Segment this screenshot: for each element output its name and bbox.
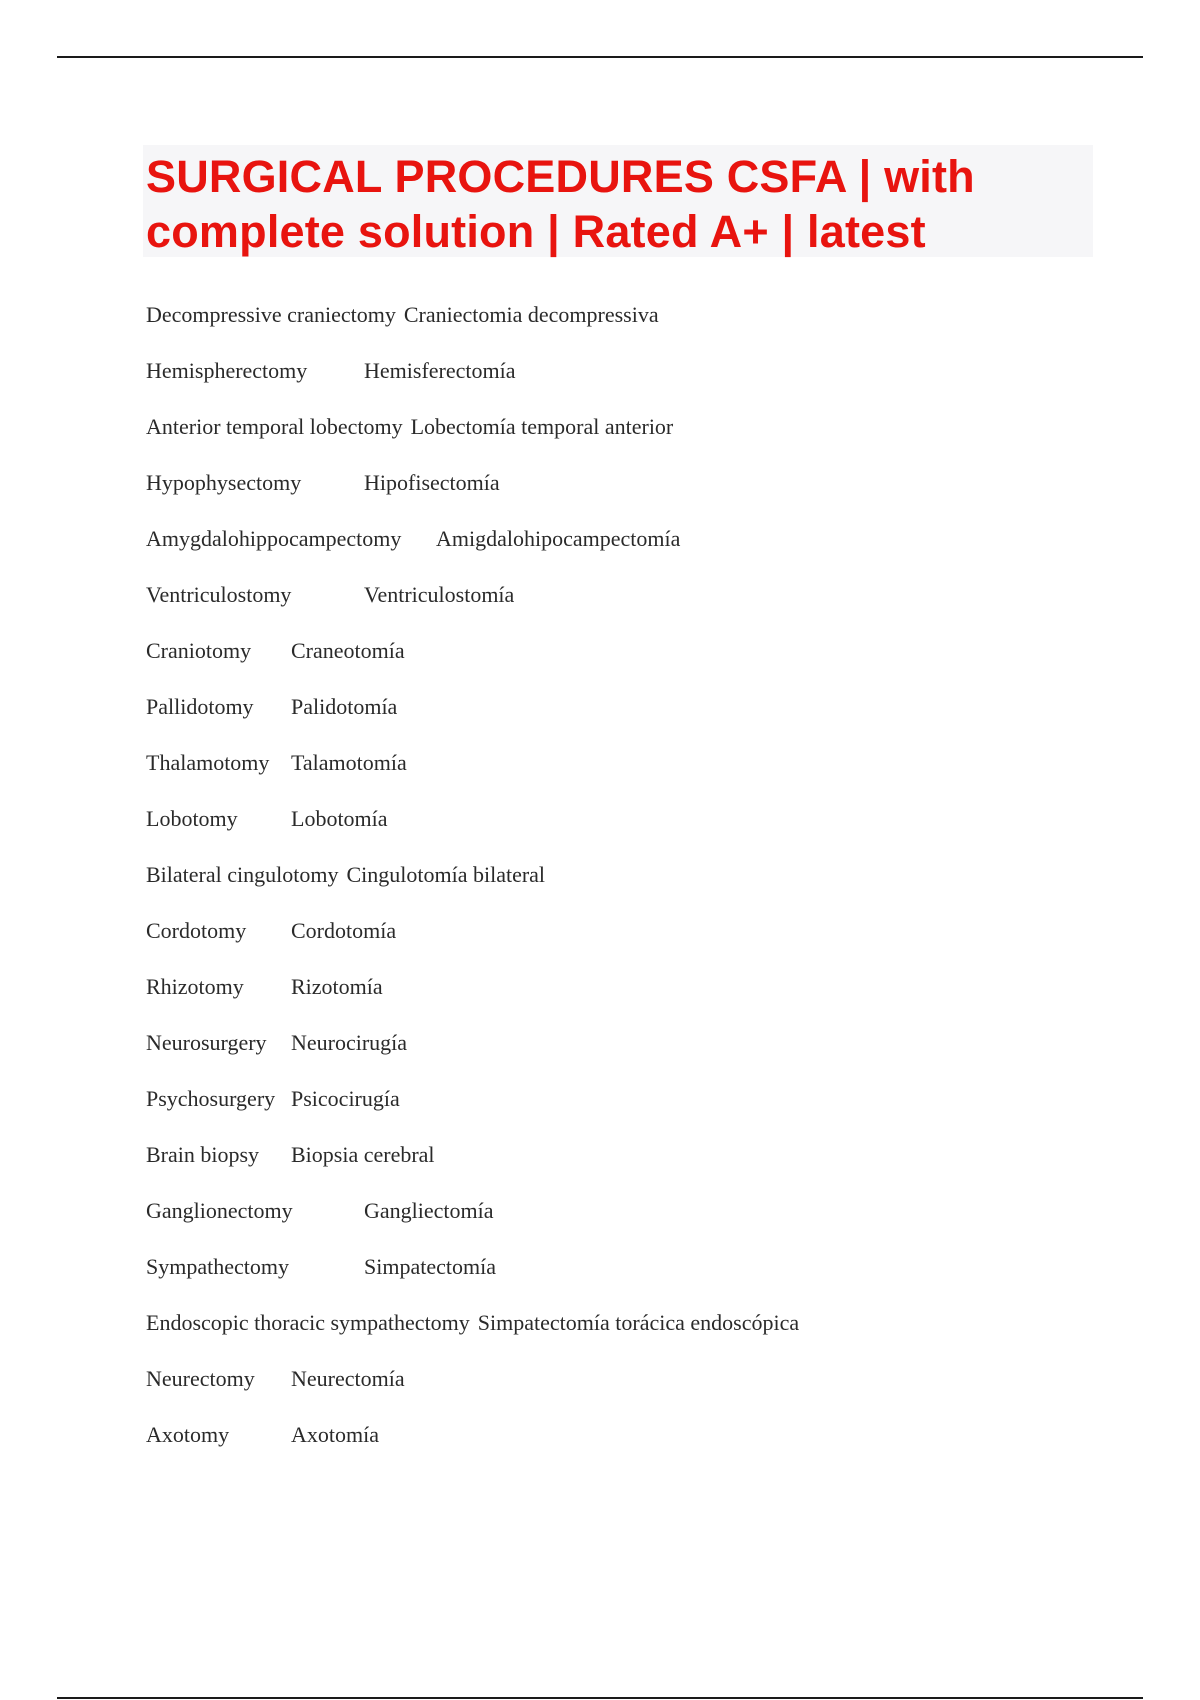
- term-spanish: Psicocirugía: [291, 1086, 400, 1111]
- term-row: [146, 1417, 1146, 1473]
- term-row: [146, 745, 1146, 801]
- term-english: Bilateral cingulotomy: [146, 862, 339, 887]
- term-spanish: Axotomía: [291, 1422, 379, 1447]
- bottom-rule: [57, 1697, 1143, 1699]
- term-row: [146, 969, 1146, 1025]
- term-row: [146, 353, 1146, 409]
- term-spanish: Talamotomía: [291, 750, 407, 775]
- term-spanish: Amigdalohipocampectomía: [436, 526, 681, 551]
- term-row: [146, 1361, 1146, 1417]
- term-row: [146, 1193, 1146, 1249]
- term-english: Hypophysectomy: [146, 470, 302, 495]
- term-english: Cordotomy: [146, 918, 247, 943]
- term-spanish: Neurectomía: [291, 1366, 405, 1391]
- term-spanish: Rizotomía: [291, 974, 383, 999]
- term-english: Neurectomy: [146, 1366, 255, 1391]
- term-spanish: Craneotomía: [291, 638, 405, 663]
- term-spanish: Palidotomía: [291, 694, 398, 719]
- term-english: Pallidotomy: [146, 694, 254, 719]
- term-row: [146, 465, 1146, 521]
- term-list: [146, 297, 1146, 1473]
- term-row: [146, 297, 1146, 353]
- term-row: [146, 577, 1146, 633]
- term-spanish: Cordotomía: [291, 918, 397, 943]
- term-row: [146, 1081, 1146, 1137]
- term-row: [146, 801, 1146, 857]
- term-spanish: Ventriculostomía: [364, 582, 515, 607]
- title-box: [143, 145, 1093, 257]
- term-english: Sympathectomy: [146, 1254, 289, 1279]
- term-row: [146, 1249, 1146, 1305]
- top-rule: [57, 56, 1143, 58]
- term-row: [146, 1137, 1146, 1193]
- term-english: Amygdalohippocampectomy: [146, 526, 402, 551]
- term-spanish: Neurocirugía: [291, 1030, 408, 1055]
- term-row: [146, 1305, 1146, 1361]
- term-row: [146, 1025, 1146, 1081]
- term-english: Craniotomy: [146, 638, 252, 663]
- term-spanish: Simpatectomía torácica endoscópica: [477, 1310, 800, 1335]
- term-english: Decompressive craniectomy: [146, 302, 396, 327]
- term-spanish: Lobectomía temporal anterior: [410, 414, 674, 439]
- term-english: Neurosurgery: [146, 1030, 267, 1055]
- term-row: [146, 689, 1146, 745]
- term-row: [146, 913, 1146, 969]
- term-spanish: Craniectomia decompressiva: [403, 302, 659, 327]
- term-row: [146, 409, 1146, 465]
- term-spanish: Simpatectomía: [364, 1254, 496, 1279]
- term-english: Anterior temporal lobectomy: [146, 414, 403, 439]
- term-english: Thalamotomy: [146, 750, 270, 775]
- term-english: Rhizotomy: [146, 974, 244, 999]
- term-english: Hemispherectomy: [146, 358, 308, 383]
- term-spanish: Gangliectomía: [364, 1198, 494, 1223]
- term-spanish: Lobotomía: [291, 806, 388, 831]
- term-spanish: Hipofisectomía: [364, 470, 500, 495]
- term-row: [146, 633, 1146, 689]
- term-english: Psychosurgery: [146, 1086, 276, 1111]
- term-row: [146, 857, 1146, 913]
- term-english: Brain biopsy: [146, 1142, 260, 1167]
- term-spanish: Cingulotomía bilateral: [346, 862, 546, 887]
- term-spanish: Biopsia cerebral: [291, 1142, 435, 1167]
- term-english: Endoscopic thoracic sympathectomy: [146, 1310, 470, 1335]
- term-row: [146, 521, 1146, 577]
- term-english: Ganglionectomy: [146, 1198, 293, 1223]
- term-english: Axotomy: [146, 1422, 230, 1447]
- document-title: SURGICAL PROCEDURES CSFA | with complete solution | Rated A+ | latest: [146, 151, 975, 257]
- term-spanish: Hemisferectomía: [364, 358, 516, 383]
- term-english: Ventriculostomy: [146, 582, 292, 607]
- term-english: Lobotomy: [146, 806, 238, 831]
